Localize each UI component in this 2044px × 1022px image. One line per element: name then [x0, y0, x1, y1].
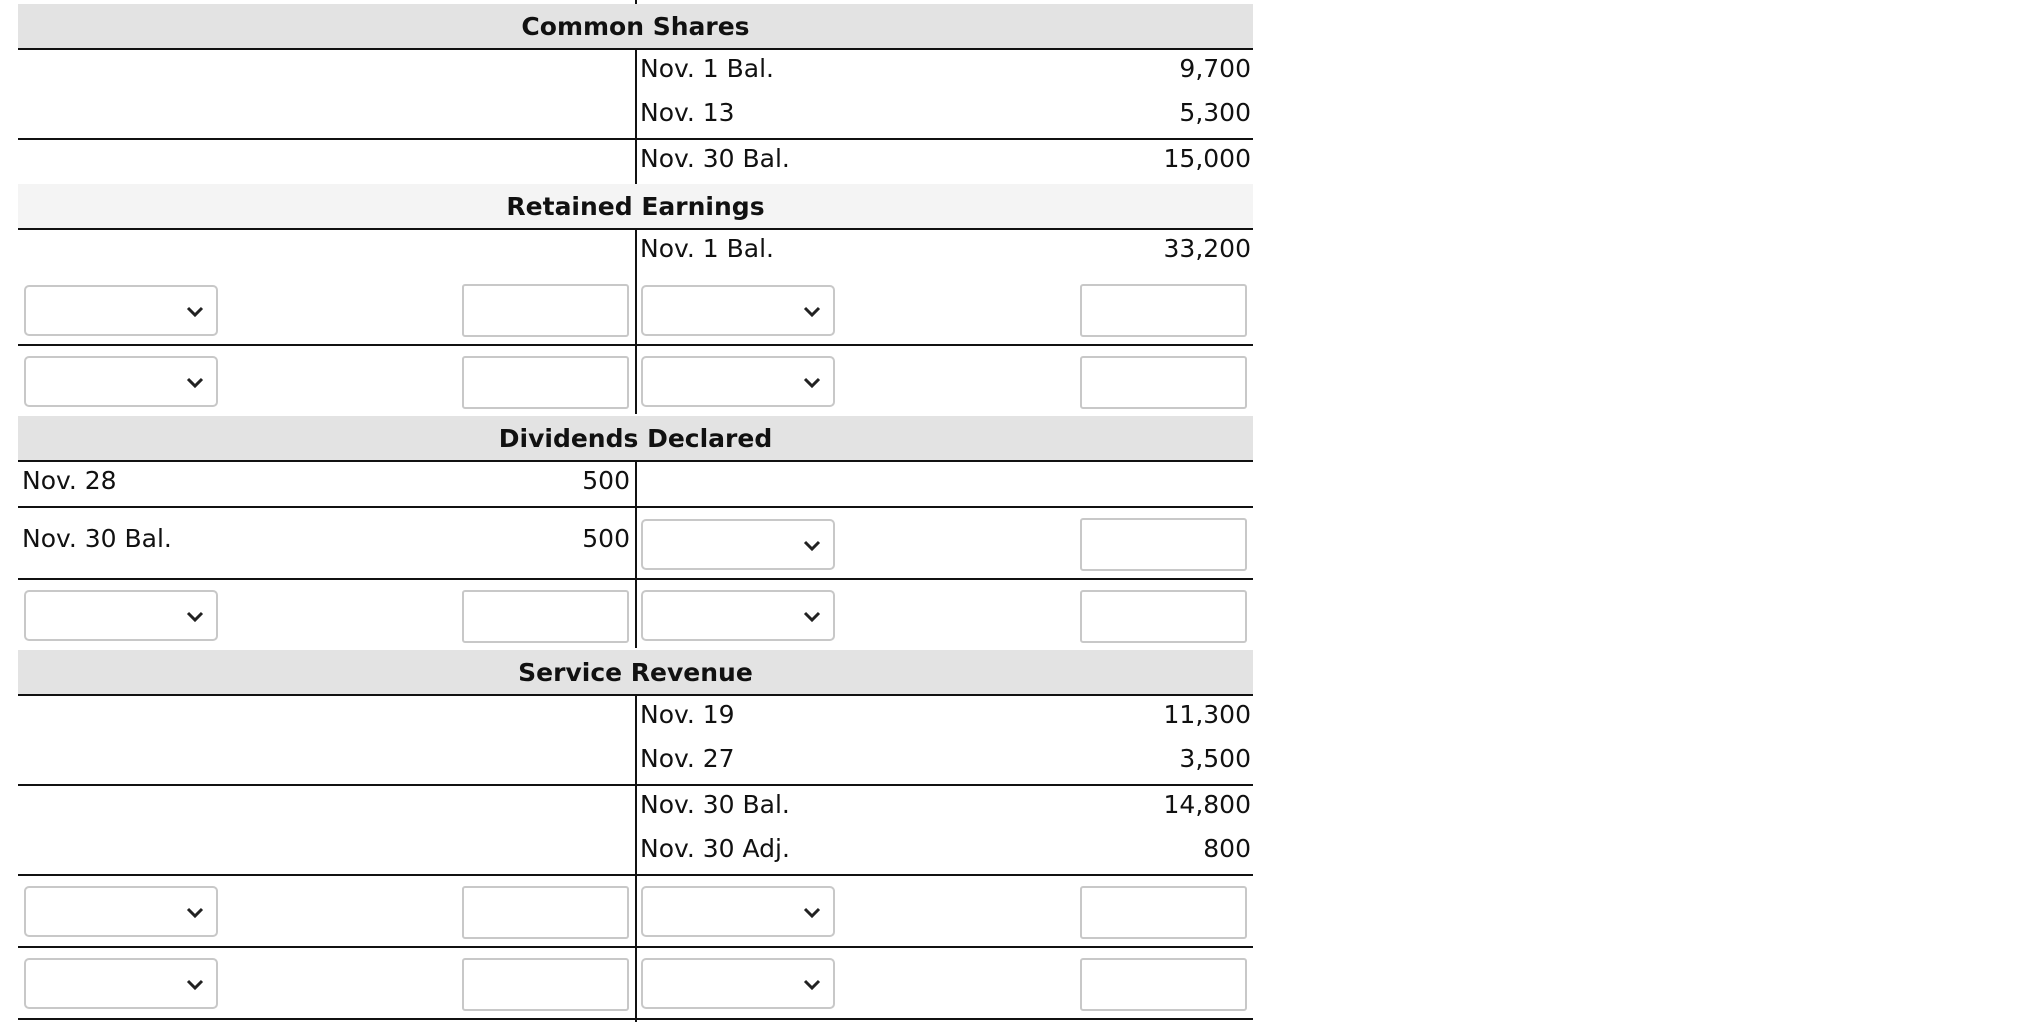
entry-amount: 9,700 — [1179, 54, 1251, 83]
chevron-down-icon — [184, 902, 206, 924]
t-account-divider — [635, 462, 637, 648]
chevron-down-icon — [801, 301, 823, 323]
balance-amount: 14,800 — [1163, 790, 1251, 819]
credit-amount-input[interactable] — [1080, 518, 1247, 571]
credit-account-dropdown[interactable] — [641, 519, 835, 570]
entry-date: Nov. 1 Bal. — [640, 54, 774, 83]
balance-date: Nov. 30 Bal. — [640, 144, 790, 173]
credit-amount-input[interactable] — [1080, 958, 1247, 1011]
entry-amount: 33,200 — [1163, 234, 1251, 263]
divider-line — [18, 344, 1253, 346]
entry-date: Nov. 1 Bal. — [640, 234, 774, 263]
chevron-down-icon — [184, 301, 206, 323]
t-account-divider — [635, 230, 637, 414]
balance-date: Nov. 30 Bal. — [22, 524, 172, 553]
chevron-down-icon — [801, 902, 823, 924]
debit-amount-input[interactable] — [462, 590, 629, 643]
chevron-down-icon — [801, 974, 823, 996]
debit-amount-input[interactable] — [462, 284, 629, 337]
account-header-common-shares: Common Shares — [18, 4, 1253, 50]
adjustment-date: Nov. 30 Adj. — [640, 834, 790, 863]
entry-amount: 5,300 — [1179, 98, 1251, 127]
debit-amount-input[interactable] — [462, 356, 629, 409]
balance-amount: 15,000 — [1163, 144, 1251, 173]
entry-date: Nov. 27 — [640, 744, 735, 773]
credit-amount-input[interactable] — [1080, 284, 1247, 337]
credit-account-dropdown[interactable] — [641, 886, 835, 937]
divider-line — [18, 578, 1253, 580]
entry-amount: 3,500 — [1179, 744, 1251, 773]
account-header-dividends-declared: Dividends Declared — [18, 416, 1253, 462]
credit-account-dropdown[interactable] — [641, 285, 835, 336]
divider-line — [18, 784, 1253, 786]
balance-date: Nov. 30 Bal. — [640, 790, 790, 819]
debit-account-dropdown[interactable] — [24, 590, 218, 641]
credit-account-dropdown[interactable] — [641, 958, 835, 1009]
credit-account-dropdown[interactable] — [641, 590, 835, 641]
debit-account-dropdown[interactable] — [24, 356, 218, 407]
adjustment-amount: 800 — [1203, 834, 1251, 863]
chevron-down-icon — [801, 535, 823, 557]
debit-amount-input[interactable] — [462, 958, 629, 1011]
credit-amount-input[interactable] — [1080, 590, 1247, 643]
entry-date: Nov. 19 — [640, 700, 735, 729]
debit-account-dropdown[interactable] — [24, 886, 218, 937]
debit-account-dropdown[interactable] — [24, 285, 218, 336]
t-account-divider — [635, 696, 637, 1022]
chevron-down-icon — [801, 606, 823, 628]
chevron-down-icon — [184, 372, 206, 394]
divider-line — [18, 1018, 1253, 1020]
credit-amount-input[interactable] — [1080, 356, 1247, 409]
divider-line — [18, 138, 1253, 140]
debit-account-dropdown[interactable] — [24, 958, 218, 1009]
entry-amount: 500 — [582, 466, 630, 495]
entry-date: Nov. 13 — [640, 98, 735, 127]
entry-amount: 11,300 — [1163, 700, 1251, 729]
credit-amount-input[interactable] — [1080, 886, 1247, 939]
chevron-down-icon — [801, 372, 823, 394]
debit-amount-input[interactable] — [462, 886, 629, 939]
divider-line — [18, 874, 1253, 876]
account-header-retained-earnings: Retained Earnings — [18, 184, 1253, 230]
chevron-down-icon — [184, 974, 206, 996]
credit-account-dropdown[interactable] — [641, 356, 835, 407]
balance-amount: 500 — [582, 524, 630, 553]
divider-line — [18, 946, 1253, 948]
chevron-down-icon — [184, 606, 206, 628]
entry-date: Nov. 28 — [22, 466, 117, 495]
divider-line — [18, 506, 1253, 508]
account-header-service-revenue: Service Revenue — [18, 650, 1253, 696]
t-account-divider — [635, 50, 637, 184]
